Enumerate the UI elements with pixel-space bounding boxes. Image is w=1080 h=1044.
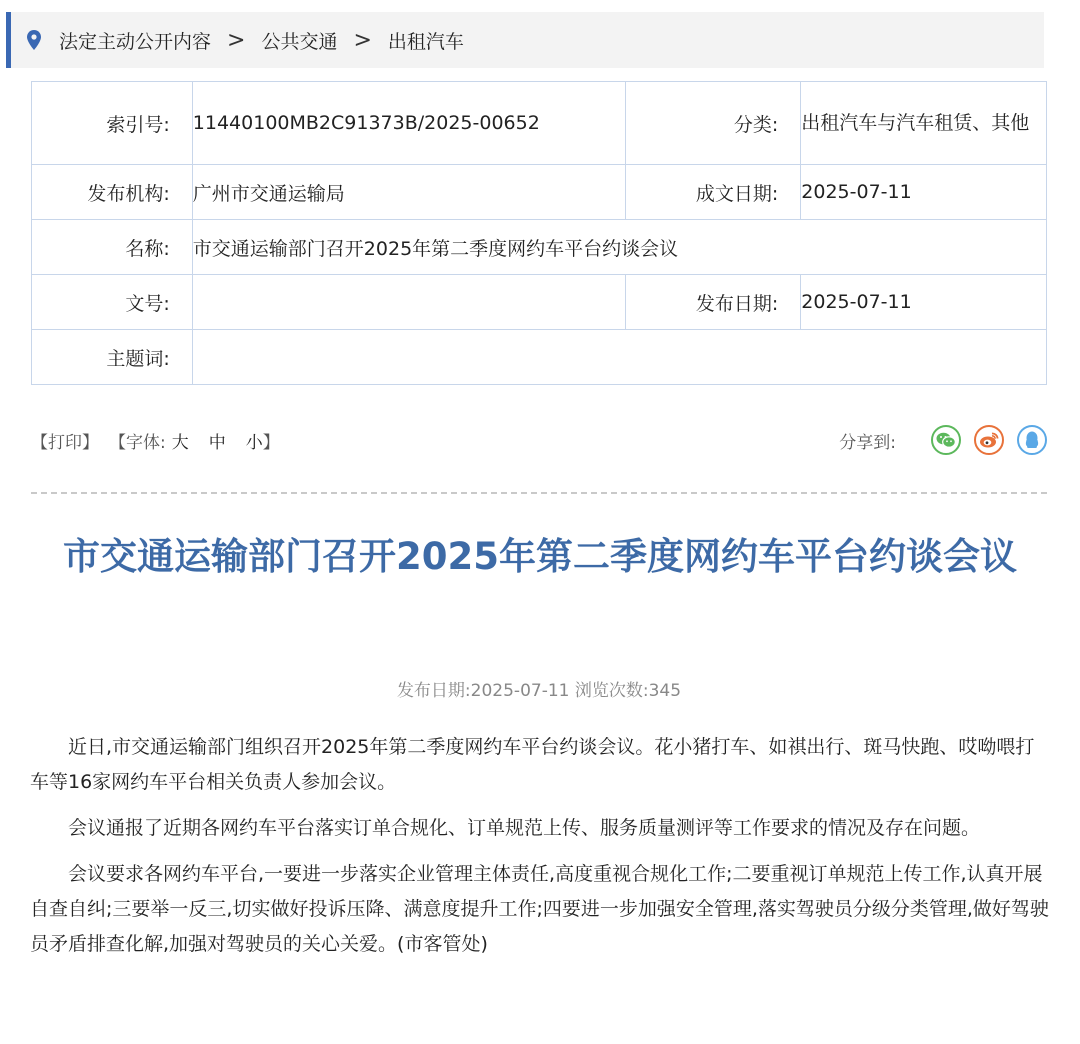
- font-size-label: 【字体:: [109, 432, 166, 453]
- location-pin-icon: [27, 30, 41, 50]
- info-row: [32, 82, 1047, 165]
- index-value: 11440100MB2C91373B/2025-00652: [192, 82, 625, 165]
- breadcrumb-item-public-content[interactable]: 法定主动公开内容: [59, 30, 212, 53]
- issuer-label: 发布机构:: [32, 165, 193, 220]
- doc-number-label: 文号:: [32, 275, 193, 330]
- document-info-table: [31, 81, 1047, 385]
- font-large-button[interactable]: 大: [171, 432, 189, 453]
- article-paragraph: 会议要求各网约车平台,一要进一步落实企业管理主体责任,高度重视合规化工作;二要重视订单规范上传工作,认真开展自查自纠;三要举一反三,切实做好投诉压降、满意度提升工作;四要进一步加强安全管理,落实驾驶员分级分类管理,做好驾驶员矛盾排查化解,加强对驾驶员的关心关爱。(市客管处): [30, 863, 1049, 955]
- article-paragraph: 会议通报了近期各网约车平台落实订单合规化、订单规范上传、服务质量测评等工作要求的情况及存在问题。: [68, 817, 981, 839]
- category-label: 分类:: [625, 82, 801, 165]
- share-bar: [839, 425, 1047, 455]
- article-title: 市交通运输部门召开2025年第二季度网约车平台约谈会议: [63, 535, 1017, 578]
- divider: [31, 492, 1047, 494]
- share-label: 分享到:: [839, 432, 896, 453]
- article-paragraph: 近日,市交通运输部门组织召开2025年第二季度网约车平台约谈会议。花小猪打车、如祺出行、斑马快跑、哎呦喂打车等16家网约车平台相关负责人参加会议。: [30, 736, 1035, 793]
- wechat-icon[interactable]: [931, 425, 961, 455]
- name-label: 名称:: [32, 220, 193, 275]
- breadcrumb-item-public-transport[interactable]: 公共交通: [261, 30, 338, 53]
- category-value: 出租汽车与汽车租赁、其他: [801, 82, 1047, 165]
- written-date-label: 成文日期:: [625, 165, 801, 220]
- font-medium-button[interactable]: 中: [208, 432, 226, 453]
- written-date-value: 2025-07-11: [801, 165, 1047, 220]
- index-label: 索引号:: [32, 82, 193, 165]
- publish-date-value: 2025-07-11: [801, 275, 1047, 330]
- chevron-right-icon: >: [353, 27, 372, 53]
- qq-icon[interactable]: [1017, 425, 1047, 455]
- article-body: [30, 730, 1050, 973]
- keywords-label: 主题词:: [32, 330, 193, 385]
- chevron-right-icon: >: [227, 27, 246, 53]
- publish-date-label: 发布日期:: [625, 275, 801, 330]
- font-size-suffix: 】: [262, 432, 280, 453]
- name-value: 市交通运输部门召开2025年第二季度网约车平台约谈会议: [192, 220, 1046, 275]
- keywords-value: [192, 330, 1046, 385]
- info-row: [32, 275, 1047, 330]
- doc-number-value: [192, 275, 625, 330]
- font-small-button[interactable]: 小: [245, 432, 263, 453]
- breadcrumb-item-taxi[interactable]: 出租汽车: [387, 30, 464, 53]
- article-meta: 发布日期:2025-07-11 浏览次数:345: [396, 681, 682, 701]
- weibo-icon[interactable]: [974, 425, 1004, 455]
- article-toolbar: [31, 418, 1047, 462]
- info-row: [32, 220, 1047, 275]
- print-button[interactable]: 【打印】: [31, 432, 99, 453]
- info-row: [32, 165, 1047, 220]
- issuer-value: 广州市交通运输局: [192, 165, 625, 220]
- breadcrumb: [6, 12, 1044, 68]
- info-row: [32, 330, 1047, 385]
